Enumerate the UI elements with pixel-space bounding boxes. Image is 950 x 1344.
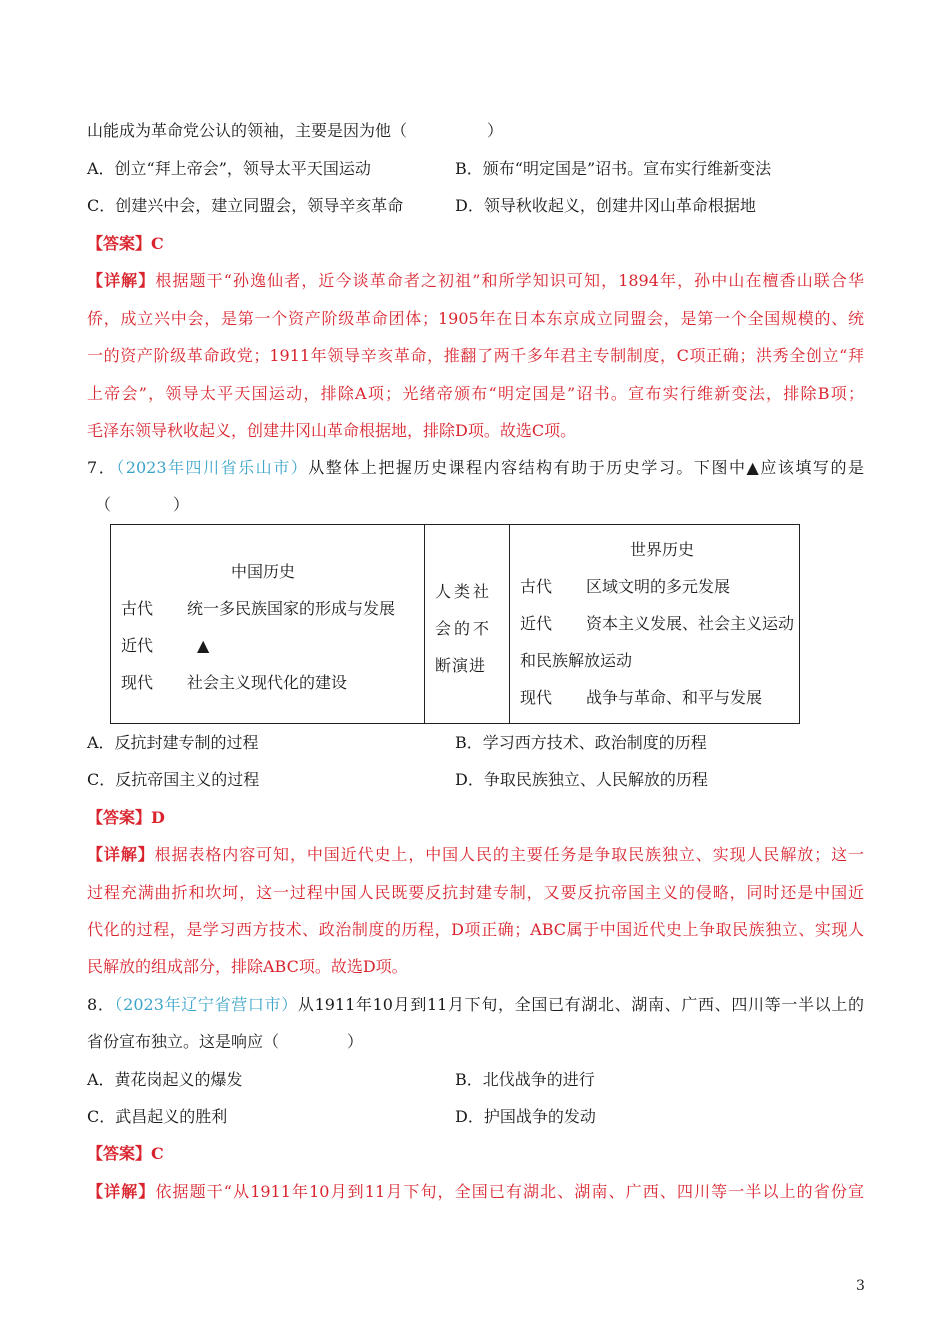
q7-option-b: B．学习西方技术、政治制度的历程 (455, 733, 707, 752)
china-history-title: 中国历史 (231, 562, 296, 581)
q6-option-b: B．颁布“明定国是”诏书。宣布实行维新变法 (455, 159, 772, 178)
q7-detail-line-2: 过程充满曲折和坎坷，这一过程中国人民既要反抗封建专制，又要反抗帝国主义的侵略，同时还是中国近 (87, 883, 864, 902)
world-history-cell (510, 525, 800, 724)
q7-option-c: C．反抗帝国主义的过程 (87, 770, 260, 789)
q8-stem: 8．（2023年辽宁省营口市）从1911年10月到11月下旬，全国已有湖北、湖南、广西、四川等一半以上的 (87, 995, 864, 1014)
q8-answer: 【答案】C (87, 1144, 164, 1163)
world-row-ancient: 古代 区域文明的多元发展 (520, 577, 731, 596)
course-structure-table (110, 524, 800, 724)
q8-stem-line-2: 省份宣布独立。这是响应（ ） (87, 1032, 364, 1051)
q8-option-a: A．黄花岗起义的爆发 (87, 1070, 243, 1089)
china-row-contemporary: 现代 社会主义现代化的建设 (121, 673, 348, 692)
china-row-ancient: 古代 统一多民族国家的形成与发展 (121, 599, 396, 618)
q6-answer: 【答案】C (87, 234, 164, 253)
q6-option-d: D．领导秋收起义，创建井冈山革命根据地 (455, 196, 756, 215)
page-number: 3 (856, 1278, 865, 1294)
q7-source: （2023年四川省乐山市） (116, 458, 309, 477)
china-history-cell (111, 525, 425, 724)
q8-option-d: D．护国战争的发动 (455, 1107, 596, 1126)
q6-option-c: C．创建兴中会，建立同盟会，领导辛亥革命 (87, 196, 404, 215)
q7-detail-line-3: 代化的过程，是学习西方技术、政治制度的历程，D项正确；ABC属于中国近代史上争取民族独立、实现人 (87, 920, 864, 939)
world-row-modern: 近代 资本主义发展、社会主义运动 (520, 614, 795, 633)
human-society-cell: 人类社 会的不 断演进 (425, 525, 510, 724)
q7-option-d: D．争取民族独立、人民解放的历程 (455, 770, 708, 789)
q7-detail-line-4: 民解放的组成部分，排除ABC项。故选D项。 (87, 957, 408, 976)
q6-stem: 山能成为革命党公认的领袖，主要是因为他（ ） (87, 121, 504, 140)
china-row-modern: 近代 ▲ (121, 636, 210, 655)
q6-option-a: A．创立“拜上帝会”，领导太平天国运动 (87, 159, 371, 178)
q6-detail-line-2: 侨，成立兴中会，是第一个资产阶级革命团体；1905年在日本东京成立同盟会，是第一个全国规模的、统 (87, 309, 864, 328)
world-row-modern-cont: 和民族解放运动 (520, 651, 633, 670)
triangle-icon: ▲ (197, 636, 210, 655)
q6-detail-line-5: 毛泽东领导秋收起义，创建井冈山革命根据地，排除D项。故选C项。 (87, 421, 577, 440)
q8-option-b: B．北伐战争的进行 (455, 1070, 595, 1089)
q8-option-c: C．武昌起义的胜利 (87, 1107, 228, 1126)
q8-detail-line-1: 【详解】依据题干“从1911年10月到11月下旬，全国已有湖北、湖南、广西、四川等一半以上的省份宣 (87, 1182, 864, 1201)
world-history-title: 世界历史 (630, 540, 695, 559)
q7-stem-blank: （ ） (95, 495, 190, 514)
q7-detail-line-1: 【详解】根据表格内容可知，中国近代史上，中国人民的主要任务是争取民族独立、实现人民解放；这一 (87, 845, 864, 864)
q8-source: （2023年辽宁省营口市） (114, 995, 298, 1014)
q6-detail-line-1: 【详解】根据题干“孙逸仙者，近今谈革命者之初祖”和所学知识可知，1894年，孙中山在檀香山联合华 (87, 271, 864, 290)
q7-answer: 【答案】D (87, 808, 165, 827)
q6-detail-line-3: 一的资产阶级革命政党；1911年领导辛亥革命，推翻了两千多年君主专制制度，C项正确；洪秀全创立“拜 (87, 346, 864, 365)
q6-detail-line-4: 上帝会”，领导太平天国运动，排除A项；光绪帝颁布“明定国是”诏书。宣布实行维新变法，排除B项； (87, 384, 864, 403)
q7-option-a: A．反抗封建专制的过程 (87, 733, 259, 752)
q7-stem: 7．（2023年四川省乐山市）从整体上把握历史课程内容结构有助于历史学习。下图中▲应该填写的是 (87, 458, 864, 477)
world-row-contemporary: 现代 战争与革命、和平与发展 (520, 688, 763, 707)
